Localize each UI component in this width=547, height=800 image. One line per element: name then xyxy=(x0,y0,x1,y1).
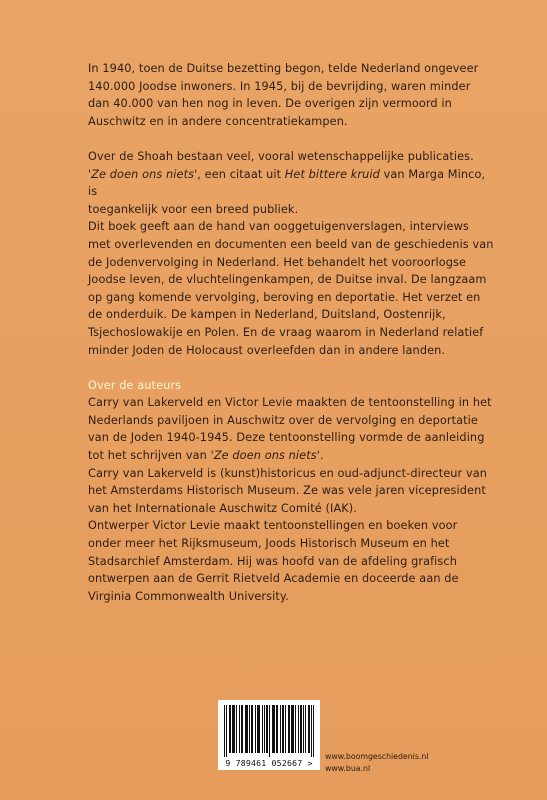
shoah-line: minder Joden de Holocaust overleefden dan in andere landen. xyxy=(88,343,446,357)
authors-line: Nederlands paviljoen in Auschwitz over de vervolging en deportatie xyxy=(88,413,478,427)
authors-line: het Amsterdams Historisch Museum. Ze was vele jaren vicepresident xyxy=(88,484,486,498)
intro-line: dan 40.000 van hen nog in leven. De overigen zijn vermoord in xyxy=(88,97,452,111)
authors-line: Carry van Lakerveld is (kunst)historicus en oud-adjunct-directeur van xyxy=(88,466,488,480)
publisher-url: www.bua.nl xyxy=(325,764,371,773)
authors-line: tot het schrijven van 'Ze doen ons niets'. xyxy=(88,449,324,463)
authors-line: Ontwerper Victor Levie maakt tentoonstellingen en boeken voor xyxy=(88,519,458,533)
publisher-urls xyxy=(325,751,428,775)
authors-line: ontwerpen aan de Gerrit Rietveld Academie en doceerde aan de xyxy=(88,572,459,586)
authors-line: Carry van Lakerveld en Victor Levie maakten de tentoonstelling in het xyxy=(88,396,492,410)
intro-line: Auschwitz en in andere concentratiekampen. xyxy=(88,114,348,128)
shoah-line: met overlevenden en documenten een beeld van de geschiedenis van xyxy=(88,237,494,251)
shoah-line: Dit boek geeft aan de hand van ooggetuigenverslagen, interviews xyxy=(88,220,469,234)
cited-book-title: Het bittere kruid xyxy=(284,167,380,181)
shoah-line: Tsjechoslowakije en Polen. En de vraag waarom in Nederland relatief xyxy=(88,325,484,339)
authors-line: van het Internationale Auschwitz Comité (IAK). xyxy=(88,501,357,515)
book-title: 'Ze doen ons niets' xyxy=(210,449,320,463)
shoah-line: de onderduik. De kampen in Nederland, Duitsland, Oostenrijk, xyxy=(88,308,446,322)
intro-line: In 1940, toen de Duitse bezetting begon, telde Nederland ongeveer xyxy=(88,62,479,75)
book-title: 'Ze doen ons niets' xyxy=(88,167,198,181)
authors-line: van de Joden 1940-1945. Deze tentoonstelling vormde de aanleiding xyxy=(88,431,485,445)
shoah-line: op gang komende vervolging, beroving en deportatie. Het verzet en xyxy=(88,290,481,304)
shoah-line: toegankelijk voor een breed publiek. xyxy=(88,202,299,216)
intro-paragraph xyxy=(88,60,498,130)
shoah-paragraph xyxy=(88,148,498,359)
shoah-line: Joodse leven, de vluchtelingenkampen, de Duitse inval. De langzaam xyxy=(88,273,487,287)
barcode-bars xyxy=(224,705,314,757)
shoah-line: de Jodenvervolging in Nederland. Het behandelt het vooroorlogse xyxy=(88,255,467,269)
shoah-line: Over de Shoah bestaan veel, vooral wetenschappelijke publicaties. xyxy=(88,149,474,163)
authors-line: Virginia Commonwealth University. xyxy=(88,589,289,603)
authors-line: onder meer het Rijksmuseum, Joods Historisch Museum en het xyxy=(88,537,450,551)
authors-section xyxy=(88,377,498,606)
shoah-line: 'Ze doen ons niets', een citaat uit Het bittere kruid van Marga Minco, is xyxy=(88,167,486,199)
isbn-digits: 9 789461 052667 > xyxy=(225,758,313,768)
publisher-url: www.boomgeschiedenis.nl xyxy=(325,752,429,761)
authors-line: Stadsarchief Amsterdam. Hij was hoofd van de afdeling grafisch xyxy=(88,554,457,568)
back-cover-text xyxy=(88,60,498,605)
intro-line: 140.000 Joodse inwoners. In 1945, bij de bevrijding, waren minder xyxy=(88,79,471,93)
isbn-barcode xyxy=(218,700,320,770)
authors-heading: Over de auteurs xyxy=(88,378,182,392)
